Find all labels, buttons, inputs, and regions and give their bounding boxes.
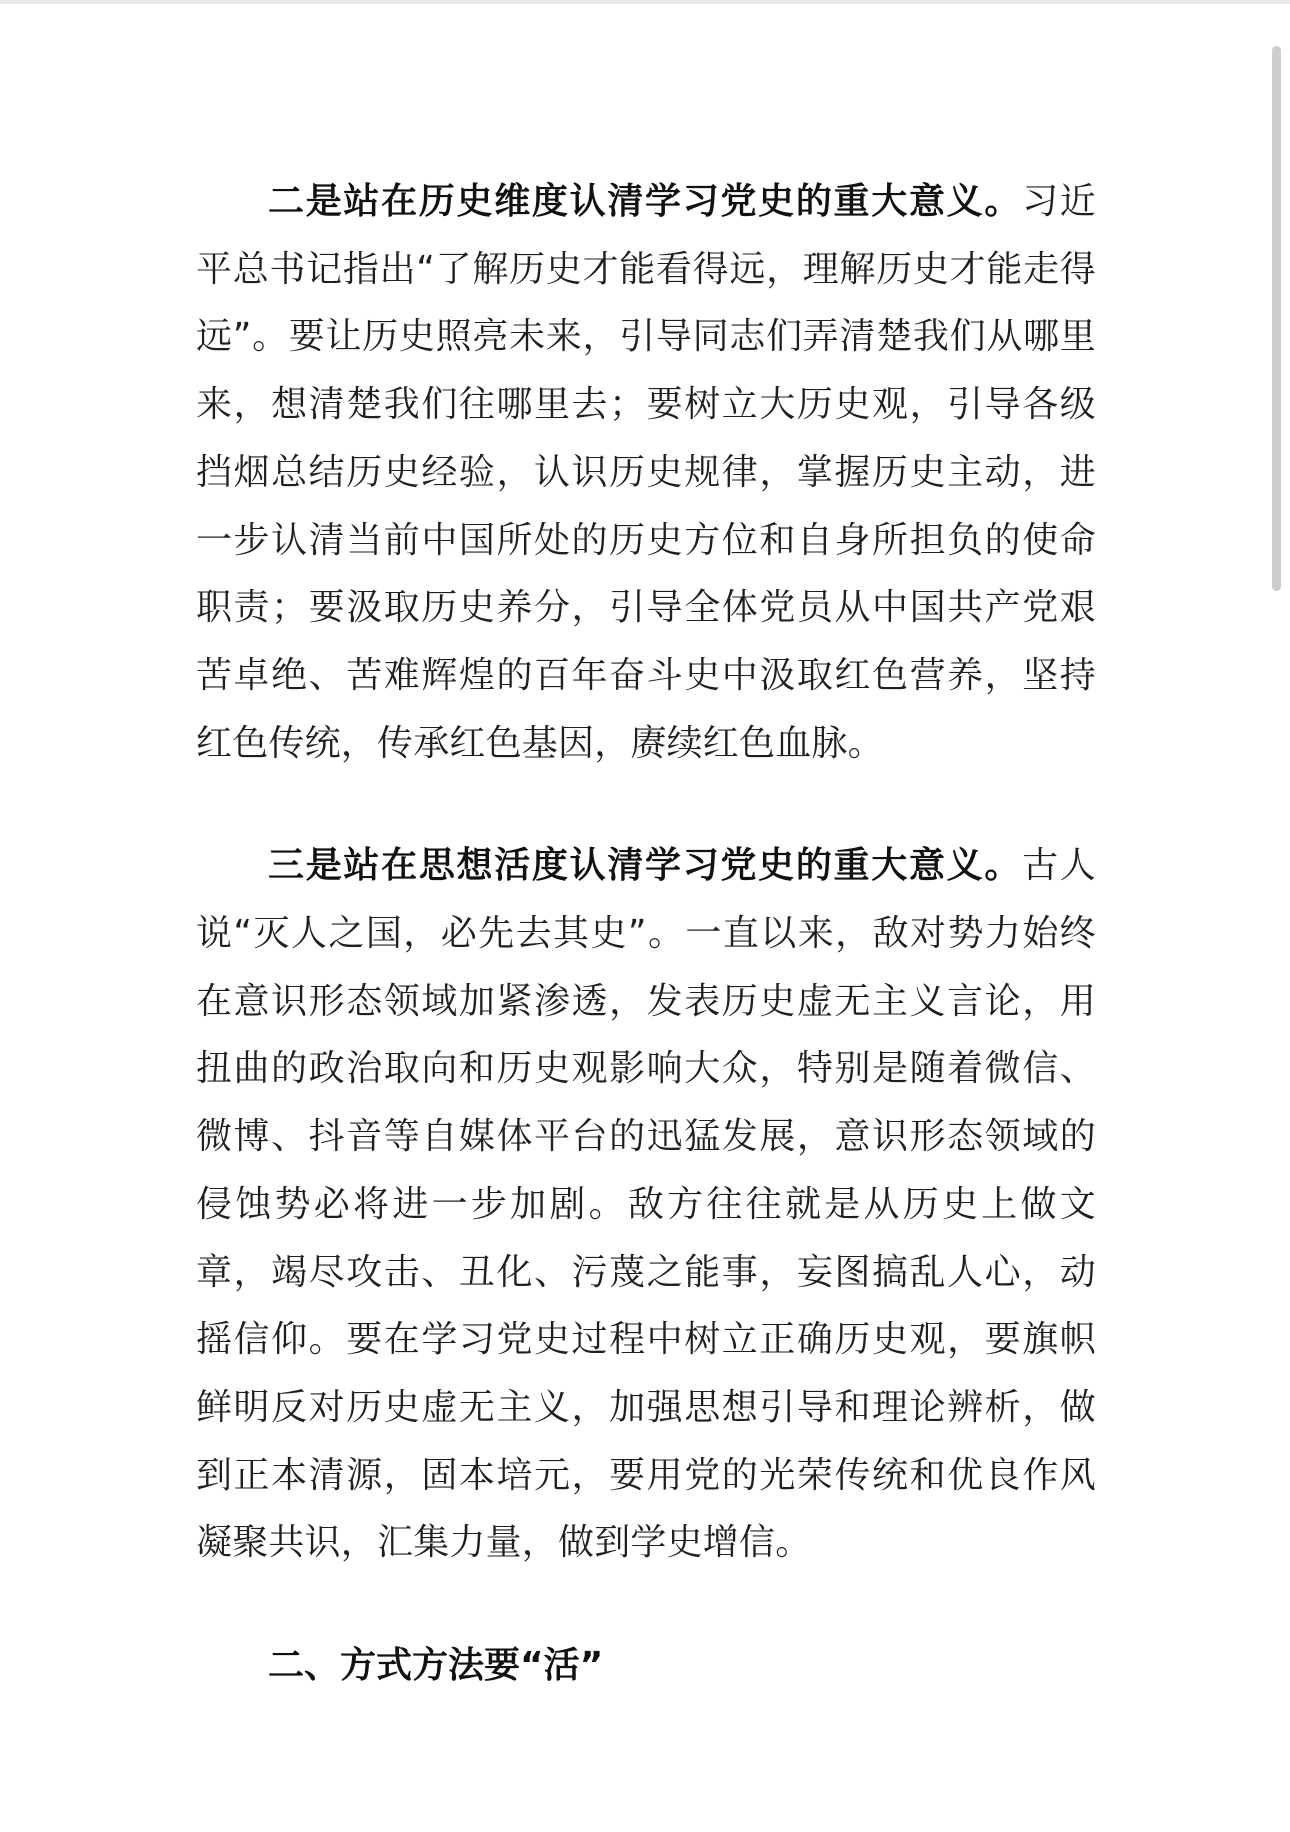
top-divider <box>0 0 1290 4</box>
section-heading: 二、方式方法要“活” <box>268 1645 604 1687</box>
scrollbar-thumb[interactable] <box>1272 46 1281 591</box>
vertical-scrollbar[interactable] <box>1270 38 1284 1818</box>
paragraph-body: 习近平总书记指出“了解历史才能看得远，理解历史才能走得远”。要让历史照亮未来，引导同志们弄清楚我们从哪里来，想清楚我们往哪里去；要树立大历史观，引导各级挡烟总结历史经验，认识历史规律，掌握历史主动，进一步认清当前中国所处的历史方位和自身所担负的使命职责；要汲取历史养分，引导全体党员从中国共产党艰苦卓绝、苦难辉煌的百年奋斗史中汲取红色营养，坚持红色传统，传承红色基因，赓续红色血脉。 <box>196 181 1096 764</box>
paragraph-ideology-dimension <box>196 832 1096 1577</box>
paragraph-body: 古人说“灭人之国，必先去其史”。一直以来，敌对势力始终在意识形态领域加紧渗透，发表历史虚无主义言论，用扭曲的政治取向和历史观影响大众，特别是随着微信、微博、抖音等自媒体平台的迅猛发展，意识形态领域的侵蚀势必将进一步加剧。敌方往往就是从历史上做文章，竭尽攻击、丑化、污蔑之能事，妄图搞乱人心，动摇信仰。要在学习党史过程中树立正确历史观，要旗帜鲜明反对历史虚无主义，加强思想引导和理论辨析，做到正本清源，固本培元，要用党的光荣传统和优良作风凝聚共识，汇集力量，做到学史增信。 <box>196 845 1096 1564</box>
paragraph-history-dimension <box>196 168 1096 777</box>
document-page <box>196 168 1096 1700</box>
paragraph-lead: 三是站在思想活度认清学习党史的重大意义。 <box>268 845 1023 887</box>
paragraph-lead: 二是站在历史维度认清学习党史的重大意义。 <box>268 181 1023 222</box>
